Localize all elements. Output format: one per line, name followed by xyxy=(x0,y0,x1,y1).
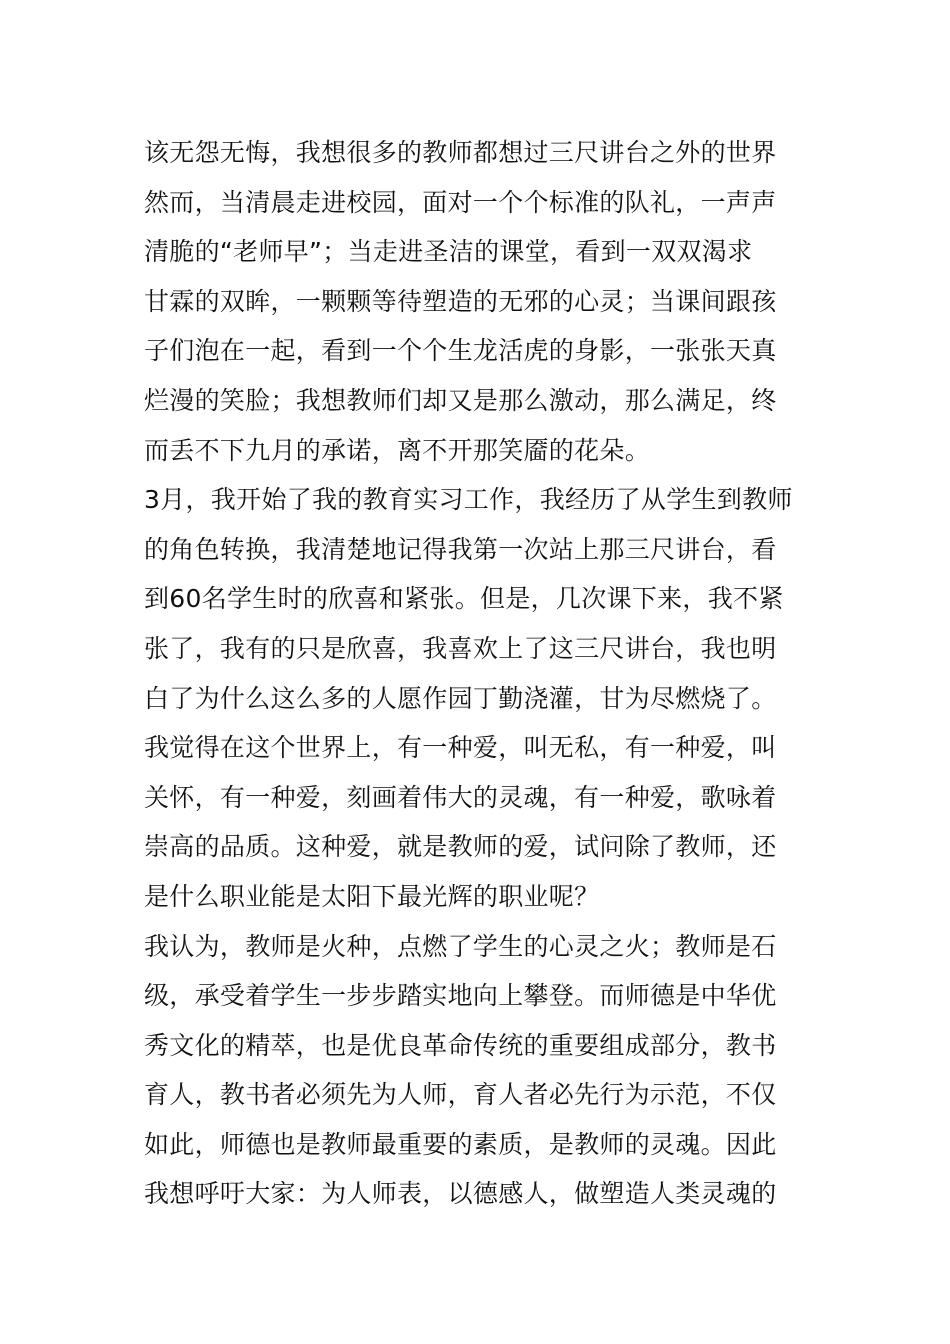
text-line: 清脆的“老师早”；当走进圣洁的课堂，看到一双双渴求 xyxy=(144,237,753,267)
text-line: 的角色转换，我清楚地记得我第一次站上那三尺讲台，看 xyxy=(144,534,777,564)
text-line: 关怀，有一种爱，刻画着伟大的灵魂，有一种爱，歌咏着 xyxy=(144,782,777,812)
text-line: 白了为什么这么多的人愿作园丁勤浇灌，甘为尽燃烧了。 xyxy=(144,683,777,713)
text-line: 该无怨无悔，我想很多的教师都想过三尺讲台之外的世界 xyxy=(144,138,777,167)
text-line: 烂漫的笑脸；我想教师们却又是那么激动，那么满足，终 xyxy=(144,385,777,415)
body-text xyxy=(144,128,816,1219)
text-line: 我认为，教师是火种，点燃了学生的心灵之火；教师是石 xyxy=(144,931,777,961)
text-line: 我觉得在这个世界上，有一种爱，叫无私，有一种爱，叫 xyxy=(144,733,777,763)
text-line: 张了，我有的只是欣喜，我喜欢上了这三尺讲台，我也明 xyxy=(144,633,777,663)
text-line: 秀文化的精萃，也是优良革命传统的重要组成部分，教书 xyxy=(144,1030,777,1060)
text-line: 而丢不下九月的承诺，离不开那笑靥的花朵。 xyxy=(144,435,651,465)
text-line: 如此，师德也是教师最重要的素质，是教师的灵魂。因此 xyxy=(144,1129,777,1159)
text-line: 崇高的品质。这种爱，就是教师的爱，试问除了教师，还 xyxy=(144,832,777,862)
text-line: 然而，当清晨走进校园，面对一个个标准的队礼，一声声 xyxy=(144,187,777,217)
text-line: 3月，我开始了我的教育实习工作，我经历了从学生到教师 xyxy=(144,485,793,515)
text-line: 子们泡在一起，看到一个个生龙活虎的身影，一张张天真 xyxy=(144,336,777,366)
text-line: 育人，教书者必须先为人师，育人者必先行为示范，不仅 xyxy=(144,1080,777,1110)
text-line: 级，承受着学生一步步踏实地向上攀登。而师德是中华优 xyxy=(144,981,777,1011)
text-line: 甘霖的双眸，一颗颗等待塑造的无邪的心灵；当课间跟孩 xyxy=(144,286,777,316)
text-line: 我想呼吁大家：为人师表，以德感人，做塑造人类灵魂的 xyxy=(144,1179,777,1209)
text-line: 到60名学生时的欣喜和紧张。但是，几次课下来，我不紧 xyxy=(144,584,784,614)
text-line: 是什么职业能是太阳下最光辉的职业呢？ xyxy=(144,881,600,911)
